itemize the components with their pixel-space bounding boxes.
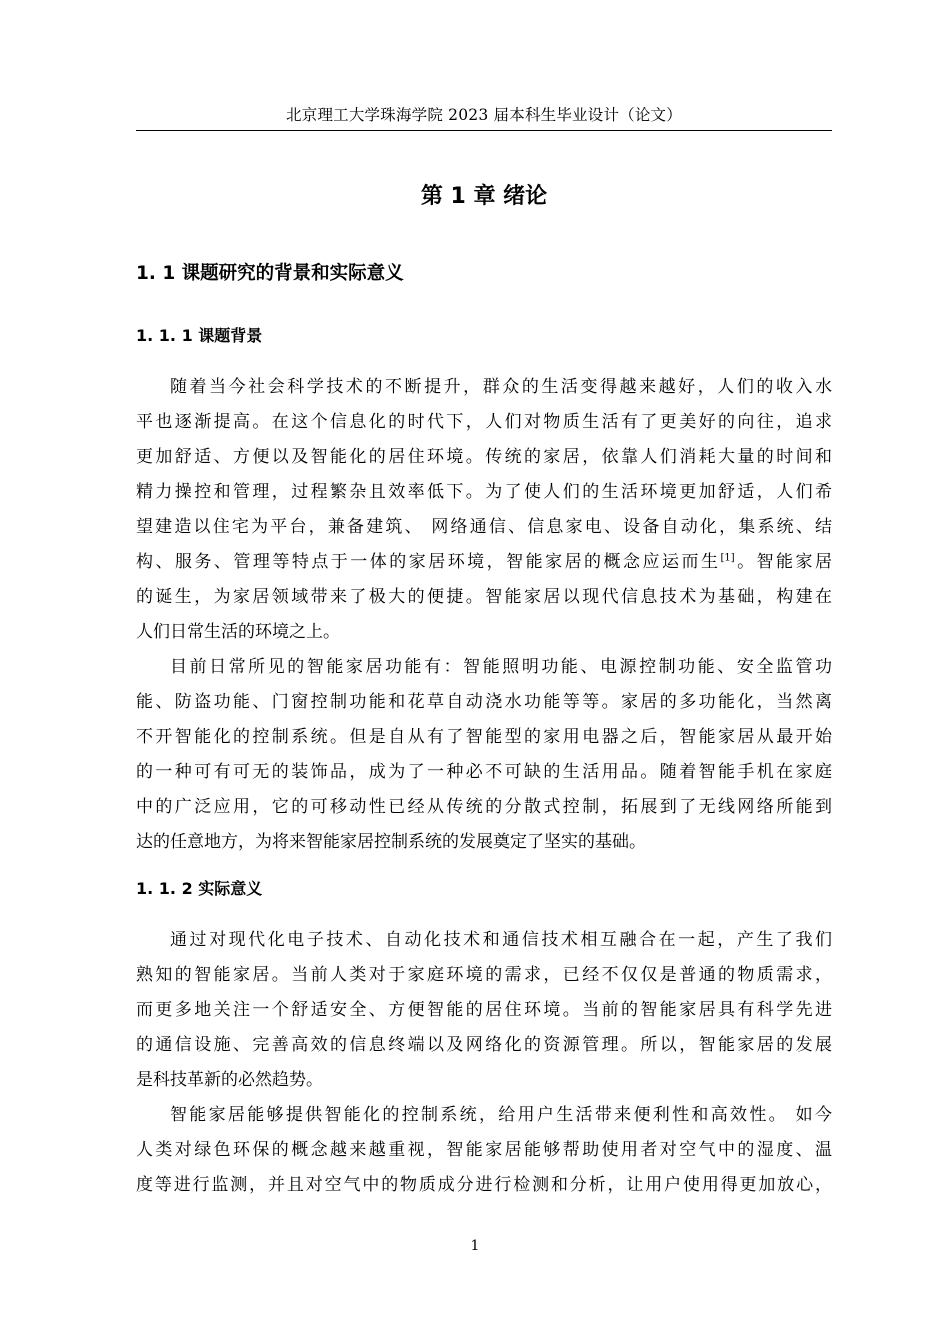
page-header: 北京理工大学珠海学院 2023 届本科生毕业设计（论文）	[286, 106, 682, 124]
body-line: 智能家居能够提供智能化的控制系统，给用户生活带来便利性和高效性。 如今	[170, 1105, 832, 1125]
section-title: 1. 1 课题研究的背景和实际意义	[136, 263, 404, 284]
body-line: 望建造以住宅为平台，兼备建筑、 网络通信、信息家电、设备自动化，集系统、结	[136, 517, 832, 537]
body-line: 达的任意地方，为将来智能家居控制系统的发展奠定了坚实的基础。	[136, 832, 646, 852]
body-line: 人类对绿色环保的概念越来越重视，智能家居能够帮助使用者对空气中的湿度、温	[136, 1140, 832, 1160]
body-line: 平也逐渐提高。在这个信息化的时代下，人们对物质生活有了更美好的向往，追求	[136, 412, 832, 432]
body-line: 度等进行监测，并且对空气中的物质成分进行检测和分析，让用户使用得更加放心，	[136, 1175, 832, 1195]
page-number: 1	[470, 1238, 480, 1254]
paragraphs-background	[136, 370, 832, 860]
body-line: 的通信设施、完善高效的信息终端以及网络化的资源管理。所以，智能家居的发展	[136, 1035, 832, 1055]
subsection-title-significance: 1. 1. 2 实际意义	[136, 879, 263, 898]
body-line: 的一种可有可无的装饰品，成为了一种必不可缺的生活用品。随着智能手机在家庭	[136, 762, 832, 782]
body-line: 精力操控和管理，过程繁杂且效率低下。为了使人们的生活环境更加舒适，人们希	[136, 482, 832, 502]
body-line: 的诞生，为家居领域带来了极大的便捷。智能家居以现代信息技术为基础，构建在	[136, 587, 832, 607]
body-line: 是科技革新的必然趋势。	[136, 1070, 323, 1090]
body-text: 。智能家居	[734, 552, 833, 572]
body-line: 人们日常生活的环境之上。	[136, 622, 340, 642]
body-line: 不开智能化的控制系统。但是自从有了智能型的家用电器之后，智能家居从最开始	[136, 727, 832, 747]
body-line: 熟知的智能家居。当前人类对于家庭环境的需求，已经不仅仅是普通的物质需求，	[136, 965, 832, 985]
body-line: 目前日常所见的智能家居功能有：智能照明功能、电源控制功能、安全监管功	[170, 657, 832, 677]
chapter-title: 第 1 章 绪论	[420, 184, 548, 209]
body-text: 构、服务、管理等特点于一体的家居环境，智能家居的概念应运而生	[136, 552, 721, 572]
body-line-with-citation	[136, 545, 832, 580]
subsection-title-background: 1. 1. 1 课题背景	[136, 326, 263, 345]
body-line: 中的广泛应用，它的可移动性已经从传统的分散式控制，拓展到了无线网络所能到	[136, 797, 832, 817]
body-line: 能、防盗功能、门窗控制功能和花草自动浇水功能等等。家居的多功能化，当然离	[136, 692, 832, 712]
body-line: 通过对现代化电子技术、自动化技术和通信技术相互融合在一起，产生了我们	[170, 930, 832, 950]
header-rule	[136, 130, 832, 131]
body-line: 而更多地关注一个舒适安全、方便智能的居住环境。当前的智能家居具有科学先进	[136, 1000, 832, 1020]
body-line: 更加舒适、方便以及智能化的居住环境。传统的家居，依靠人们消耗大量的时间和	[136, 447, 832, 467]
citation-ref: [1]	[720, 552, 735, 564]
paragraphs-significance	[136, 923, 832, 1203]
body-line: 随着当今社会科学技术的不断提升，群众的生活变得越来越好，人们的收入水	[170, 377, 832, 397]
